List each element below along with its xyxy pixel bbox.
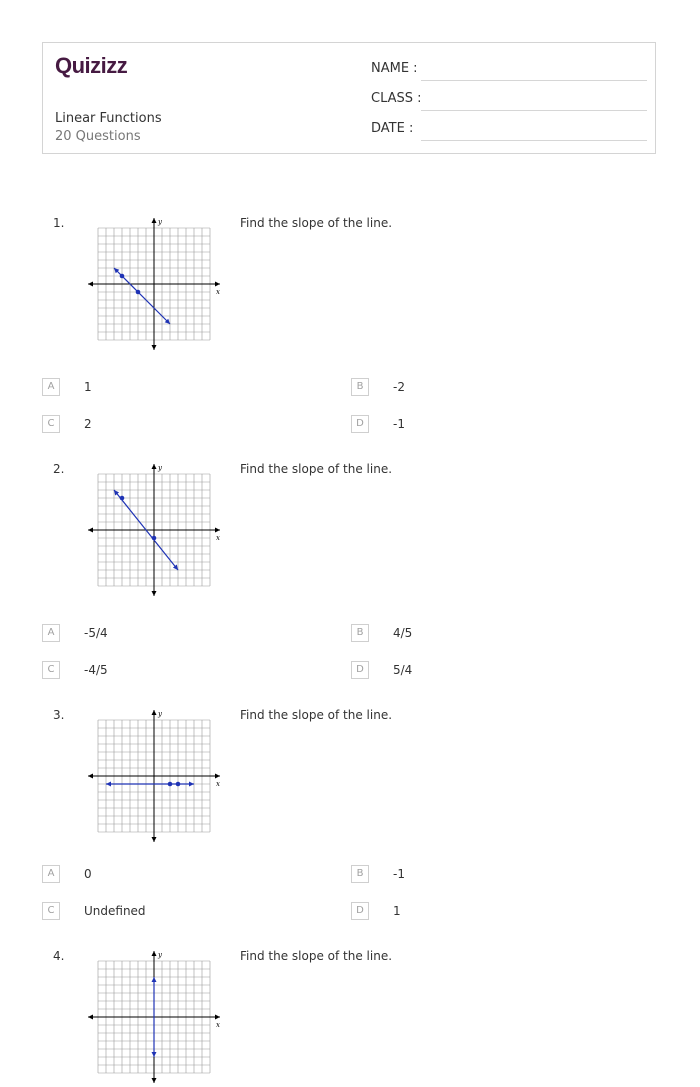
name-line <box>421 80 647 81</box>
option-letter: B <box>351 865 369 883</box>
option-letter: A <box>42 624 60 642</box>
name-label: NAME : <box>371 61 418 76</box>
question-2-number: 2. <box>53 462 65 476</box>
x-axis-label: x <box>216 534 220 542</box>
option-value: -4/5 <box>84 663 108 677</box>
worksheet-title: Linear Functions <box>55 111 162 126</box>
graph-point <box>120 274 125 279</box>
worksheet-header <box>42 42 656 154</box>
option-letter: D <box>351 902 369 920</box>
line-arrowhead <box>152 1052 157 1057</box>
date-field[interactable] <box>371 121 647 141</box>
x-axis-arrow-left <box>88 774 93 779</box>
option-value: -1 <box>393 867 405 881</box>
y-axis-arrow-up <box>152 710 157 715</box>
option-value: 1 <box>84 380 92 394</box>
option-value: -2 <box>393 380 405 394</box>
line-arrowhead <box>106 782 111 787</box>
question-4-graph <box>84 947 224 1087</box>
x-axis-arrow-right <box>215 774 220 779</box>
question-4-text: Find the slope of the line. <box>240 949 393 963</box>
line-arrowhead <box>189 782 194 787</box>
y-axis-arrow-up <box>152 951 157 956</box>
question-3-text: Find the slope of the line. <box>240 708 393 722</box>
y-axis-arrow-up <box>152 464 157 469</box>
date-line <box>421 140 647 141</box>
option-letter: C <box>42 661 60 679</box>
option-value: -1 <box>393 417 405 431</box>
question-count: 20 Questions <box>55 129 141 144</box>
x-axis-arrow-left <box>88 282 93 287</box>
option-value: 0 <box>84 867 92 881</box>
question-1-number: 1. <box>53 216 65 230</box>
option-letter: D <box>351 415 369 433</box>
option-letter: C <box>42 902 60 920</box>
name-field[interactable] <box>371 61 647 81</box>
graph-point <box>176 782 181 787</box>
question-1-text: Find the slope of the line. <box>240 216 393 230</box>
option-letter: C <box>42 415 60 433</box>
question-4-number: 4. <box>53 949 65 963</box>
class-field[interactable] <box>371 91 647 111</box>
x-axis-arrow-right <box>215 1015 220 1020</box>
y-axis-label: y <box>158 710 162 718</box>
option-value: Undefined <box>84 904 146 918</box>
graph-point <box>120 496 125 501</box>
option-value: 4/5 <box>393 626 413 640</box>
y-axis-arrow-down <box>152 591 157 596</box>
option-letter: A <box>42 865 60 883</box>
graph-point <box>152 536 157 541</box>
question-2-graph <box>84 460 224 600</box>
graph-point <box>168 782 173 787</box>
question-1-graph <box>84 214 224 354</box>
x-axis-label: x <box>216 780 220 788</box>
question-3-graph <box>84 706 224 846</box>
y-axis-arrow-up <box>152 218 157 223</box>
x-axis-arrow-left <box>88 528 93 533</box>
option-value: 2 <box>84 417 92 431</box>
x-axis-arrow-right <box>215 282 220 287</box>
y-axis-label: y <box>158 218 162 226</box>
y-axis-arrow-down <box>152 837 157 842</box>
date-label: DATE : <box>371 121 414 136</box>
option-letter: A <box>42 378 60 396</box>
x-axis-arrow-left <box>88 1015 93 1020</box>
option-letter: B <box>351 624 369 642</box>
option-value: 1 <box>393 904 401 918</box>
class-line <box>421 110 647 111</box>
question-2-text: Find the slope of the line. <box>240 462 393 476</box>
x-axis-label: x <box>216 1021 220 1029</box>
option-value: 5/4 <box>393 663 413 677</box>
line-arrowhead <box>152 977 157 982</box>
y-axis-arrow-down <box>152 345 157 350</box>
y-axis-label: y <box>158 464 162 472</box>
option-letter: D <box>351 661 369 679</box>
graph-point <box>136 290 141 295</box>
option-value: -5/4 <box>84 626 108 640</box>
x-axis-label: x <box>216 288 220 296</box>
question-3-number: 3. <box>53 708 65 722</box>
x-axis-arrow-right <box>215 528 220 533</box>
y-axis-arrow-down <box>152 1078 157 1083</box>
option-letter: B <box>351 378 369 396</box>
y-axis-label: y <box>158 951 162 959</box>
quizizz-logo: Quizizz <box>55 53 128 78</box>
class-label: CLASS : <box>371 91 422 106</box>
